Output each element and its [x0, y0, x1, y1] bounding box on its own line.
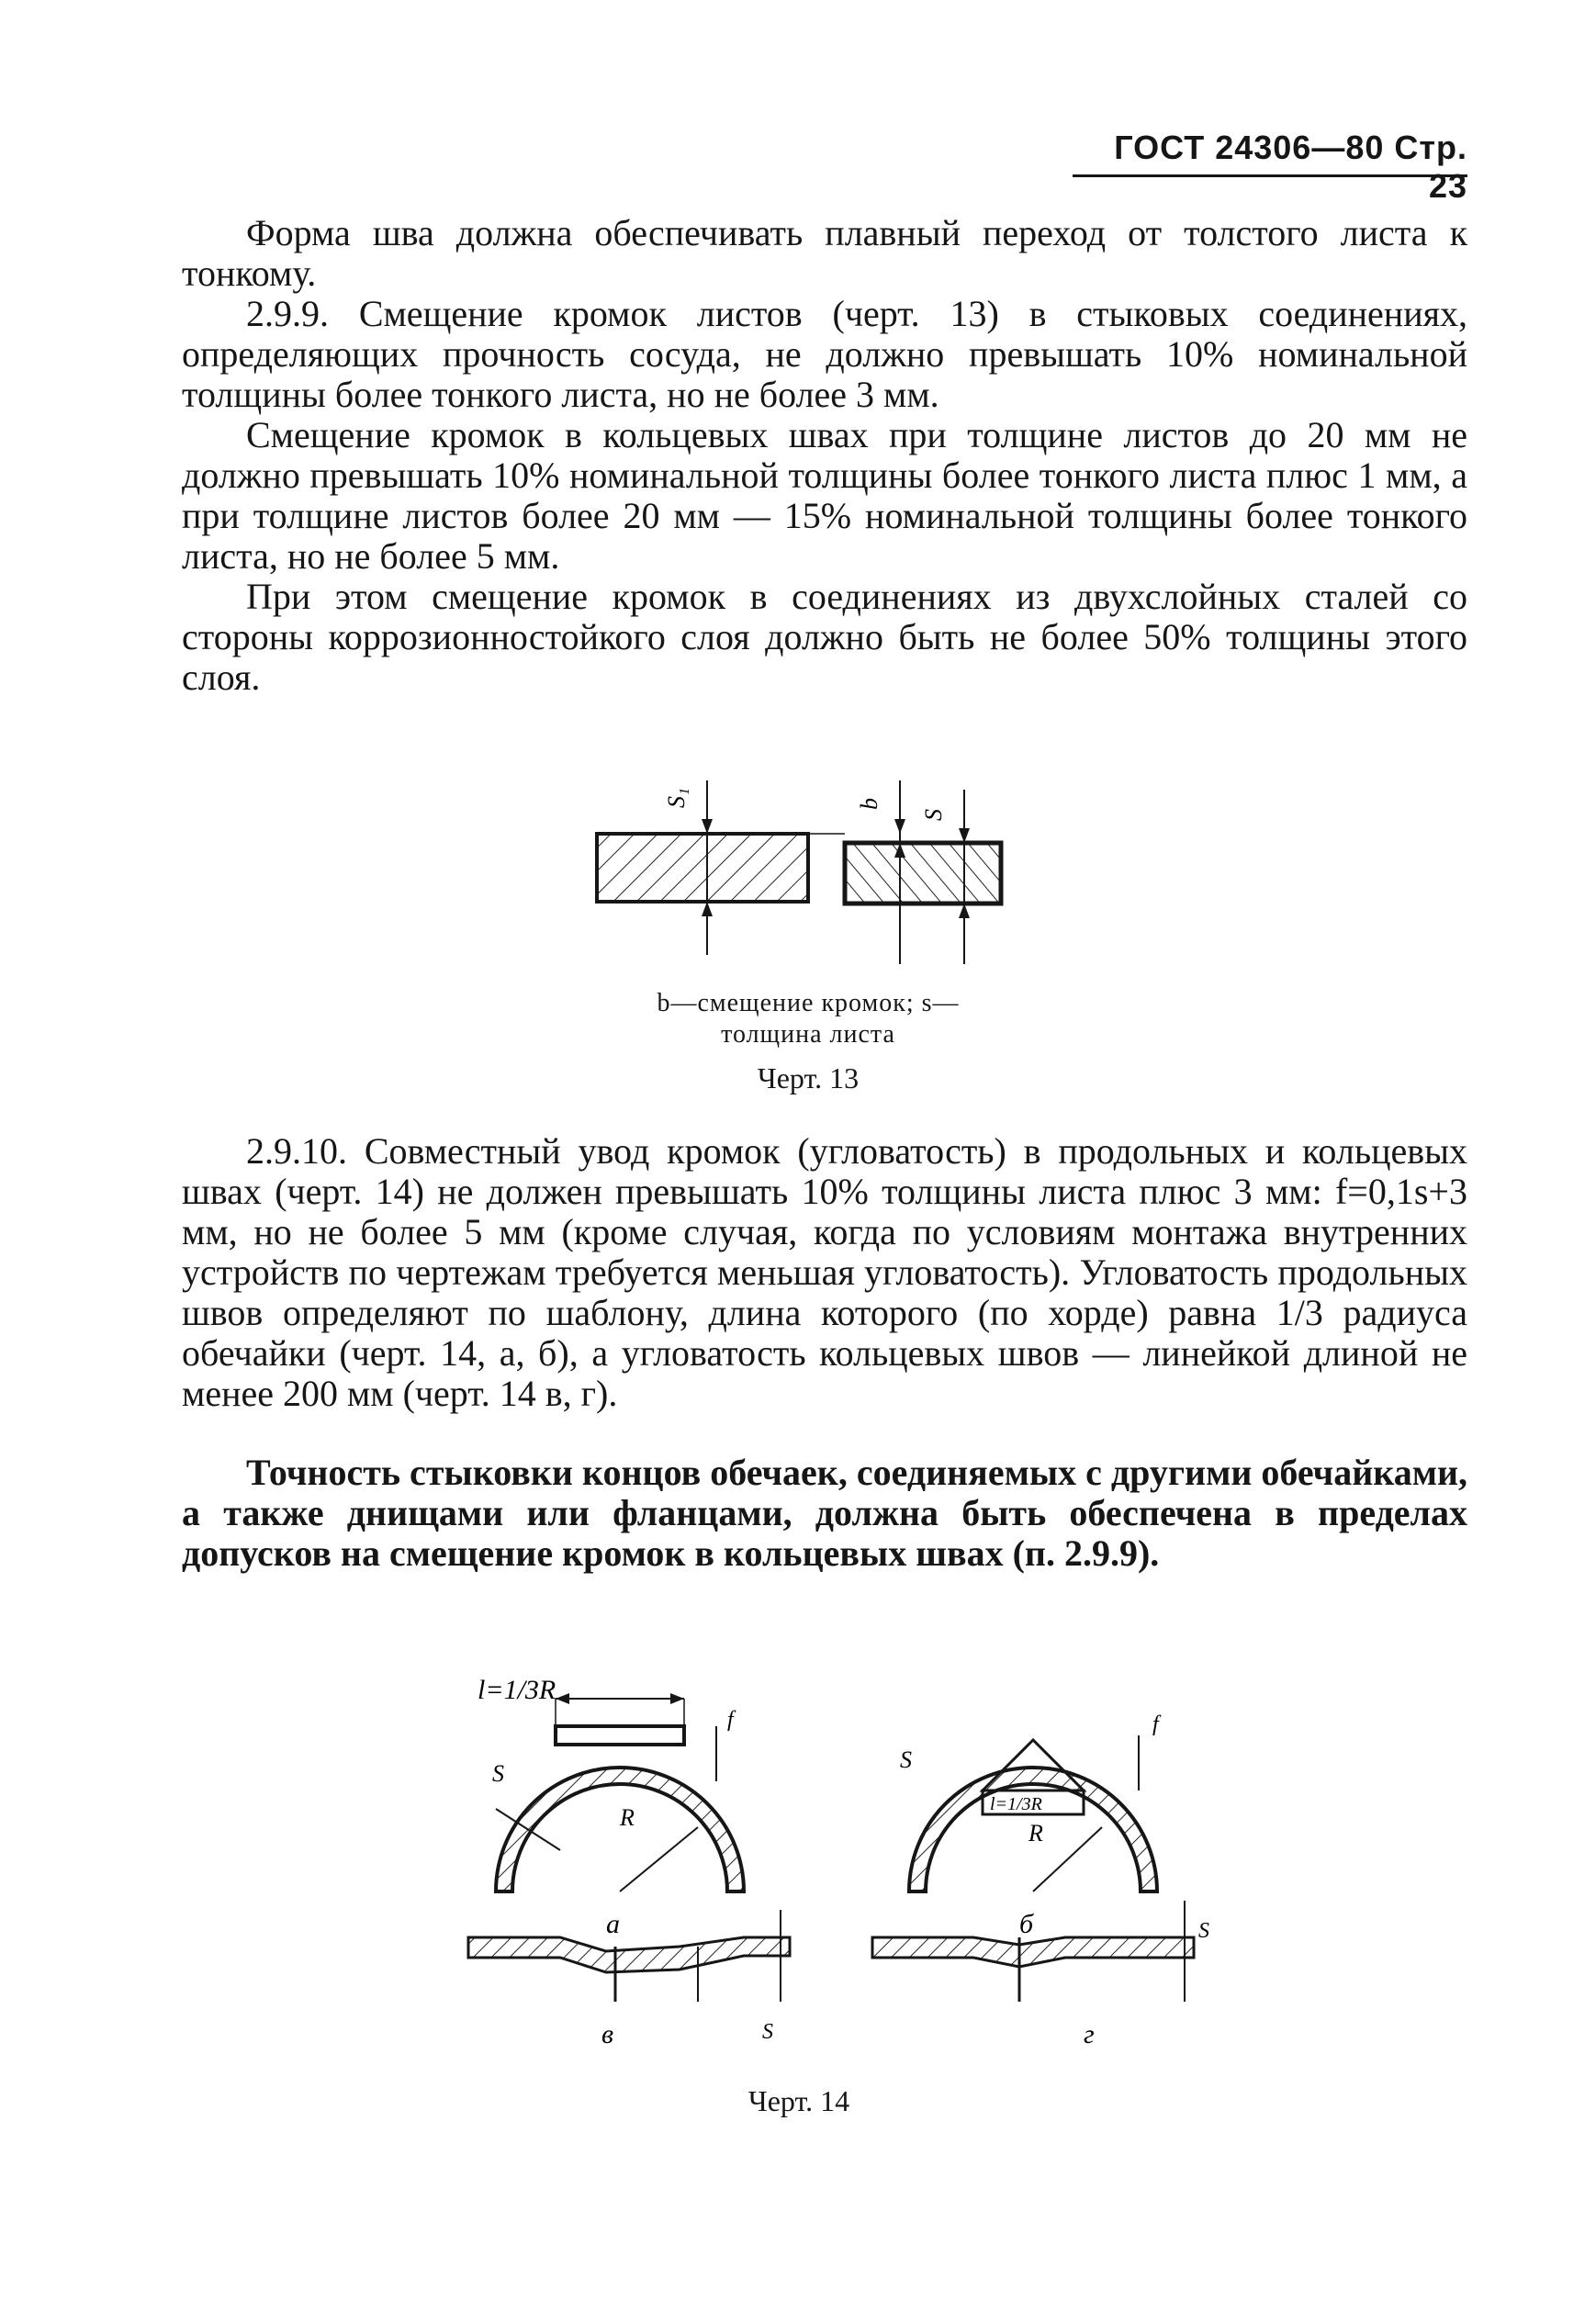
- header-rule: [1073, 174, 1467, 177]
- label-g: г: [1084, 2019, 1095, 2049]
- page-header: ГОСТ 24306—80 Стр. 23: [1114, 129, 1467, 205]
- thick-plate: [597, 834, 808, 902]
- label-a: а: [606, 1909, 620, 1939]
- r-label-b: R: [1028, 1820, 1043, 1846]
- figure-14-drawing: [441, 1662, 1267, 2066]
- b-label: b: [856, 798, 882, 810]
- f-label-b: f: [1152, 1712, 1159, 1736]
- figure-14a: [478, 1675, 744, 1939]
- r-label-a: R: [620, 1804, 635, 1831]
- template-length-label-a: l=1/3R: [478, 1675, 556, 1705]
- figure-13-title: Черт. 13: [757, 1061, 860, 1094]
- figure-14v: [468, 1910, 790, 2049]
- label-b: б: [1019, 1909, 1034, 1939]
- figure-14-title: Черт. 14: [747, 2084, 850, 2117]
- s-label-b: S: [900, 1746, 912, 1773]
- paragraph-clad-steel: При этом смещение кромок в соединениях из двухслойных сталей со стороны коррозионностойкого слоя должно быть не более 50% толщины этого слоя.: [182, 576, 1467, 698]
- figure-13-drawing: [569, 735, 1047, 992]
- figure-14b: [900, 1712, 1162, 1939]
- figure-13-legend: [569, 988, 1047, 1050]
- figure-13-legend-line2: толщина листа: [721, 1020, 895, 1049]
- s-label-g: S: [1198, 1919, 1209, 1943]
- template-length-label-b: l=1/3R: [990, 1794, 1042, 1814]
- figure-13-legend-line1: b—смещение кромок; s—: [657, 989, 960, 1017]
- s-label-v: S: [762, 2020, 773, 2044]
- figure-14g: [872, 1901, 1209, 2049]
- paragraph-2-9-9: 2.9.9. Смещение кромок листов (черт. 13) в стыковых соединениях, определяющих прочность сосуда, не должно превышать 10% номинальной толщины более тонкого листа, но не более 3 мм.: [182, 293, 1467, 415]
- label-v: в: [601, 2019, 614, 2049]
- s-label-a: S: [492, 1760, 504, 1787]
- paragraph-shell-alignment: Точность стыковки концов обечаек, соединяемых с другими обечайками, а также днищами или фланцами, должна быть обеспечена в пределах допусков на смещение кромок в кольцевых швах (п. 2.9.9).: [182, 1452, 1467, 1574]
- paragraph-2-9-10: 2.9.10. Совместный увод кромок (угловатость) в продольных и кольцевых швах (черт. 14) не должен превышать 10% толщины листа плюс 3 мм: f=0,1s+3 мм, но не более 5 мм (кроме случая, когда по условиям монтажа внутренних устройств по чертежам требуется меньшая угловатость). Угловатость продольных швов определяют по шаблону, длина которого (по хорде) равна 1/3 радиуса обечайки (черт. 14, а, б), а угловатость кольцевых швов — линейкой длиной не менее 200 мм (черт. 14 в, г).: [182, 1130, 1467, 1414]
- paragraph-weld-shape: Форма шва должна обеспечивать плавный переход от толстого листа к тонкому.: [182, 212, 1467, 294]
- f-label-a: f: [727, 1708, 734, 1732]
- s1-label: S₁: [663, 787, 690, 808]
- s-label: S: [920, 809, 947, 821]
- paragraph-circumferential-offset: Смещение кромок в кольцевых швах при толщине листов до 20 мм не должно превышать 10% номинальной толщины более тонкого листа плюс 1 мм, а при толщине листов более 20 мм — 15% номинальной толщины более тонкого листа, но не более 5 мм.: [182, 414, 1467, 577]
- thin-plate: [845, 843, 1001, 904]
